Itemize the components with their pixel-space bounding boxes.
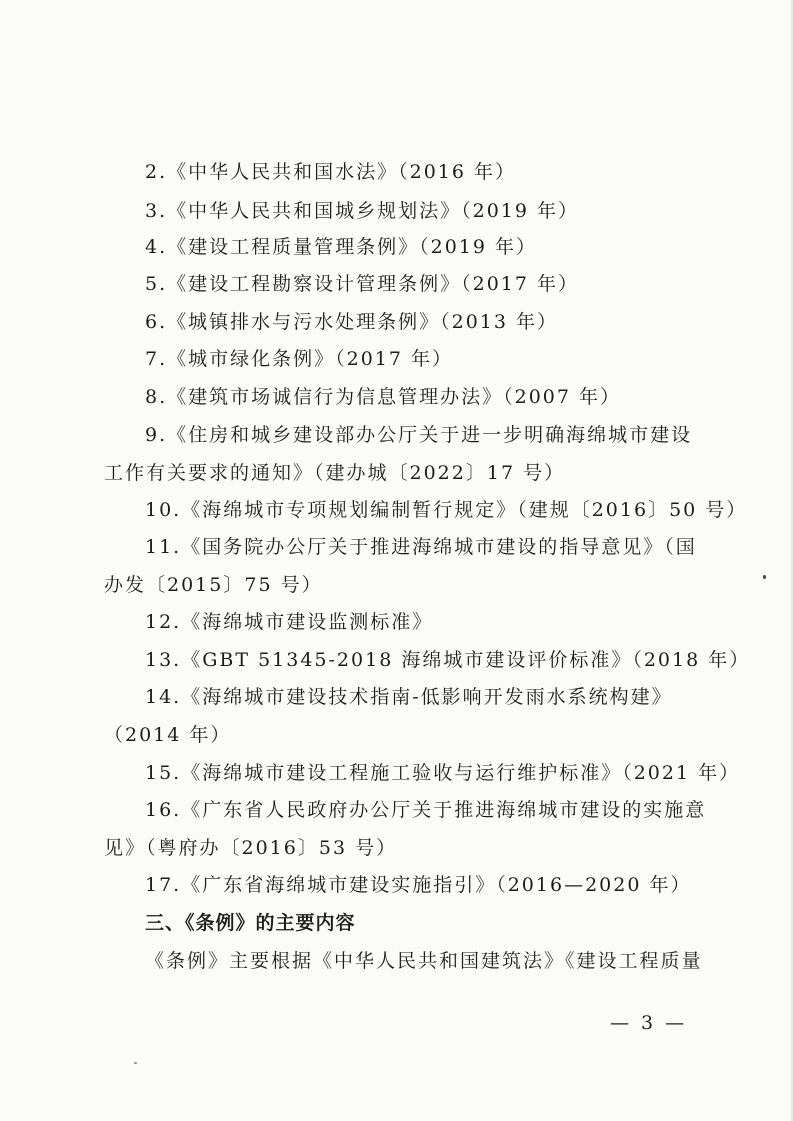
reference-item-4: 4.《建设工程质量管理条例》（2019 年）	[145, 236, 538, 258]
reference-item-3: 3.《中华人民共和国城乡规划法》（2019 年）	[145, 200, 580, 222]
reference-item-5: 5.《建设工程勘察设计管理条例》（2017 年）	[145, 273, 580, 295]
reference-item-17: 17.《广东省海绵城市建设实施指引》（2016—2020 年）	[145, 874, 692, 896]
reference-item-7: 7.《城市绿化条例》（2017 年）	[145, 348, 454, 370]
reference-item-6: 6.《城镇排水与污水处理条例》（2013 年）	[145, 311, 559, 333]
reference-item-11-cont: 办发〔2015〕75 号）	[104, 574, 323, 596]
reference-item-14-cont: （2014 年）	[104, 724, 232, 746]
reference-item-8: 8.《建筑市场诚信行为信息管理办法》（2007 年）	[145, 386, 622, 408]
reference-item-10: 10.《海绵城市专项规划编制暂行规定》（建规〔2016〕50 号）	[145, 499, 748, 521]
page-number: — 3 —	[610, 1012, 688, 1034]
reference-item-2: 2.《中华人民共和国水法》（2016 年）	[145, 161, 517, 183]
reference-item-15: 15.《海绵城市建设工程施工验收与运行维护标准》（2021 年）	[145, 762, 741, 784]
reference-item-9-cont: 工作有关要求的通知》（建办城〔2022〕17 号）	[104, 462, 566, 484]
reference-item-9: 9.《住房和城乡建设部办公厅关于进一步明确海绵城市建设	[145, 424, 693, 446]
reference-item-16: 16.《广东省人民政府办公厅关于推进海绵城市建设的实施意	[145, 799, 707, 821]
scan-speck	[134, 1062, 137, 1064]
body-paragraph-line: 《条例》主要根据《中华人民共和国建筑法》《建设工程质量	[145, 950, 703, 972]
reference-item-16-cont: 见》（粤府办〔2016〕53 号）	[104, 837, 398, 859]
reference-item-12: 12.《海绵城市建设监测标准》	[145, 611, 434, 633]
scan-speck	[763, 575, 766, 579]
section-heading: 三、《条例》的主要内容	[145, 912, 356, 934]
reference-item-13: 13.《GBT 51345-2018 海绵城市建设评价标准》（2018 年）	[145, 649, 751, 671]
reference-item-14: 14.《海绵城市建设技术指南-低影响开发雨水系统构建》	[145, 686, 673, 708]
reference-item-11: 11.《国务院办公厅关于推进海绵城市建设的指导意见》（国	[145, 536, 697, 558]
